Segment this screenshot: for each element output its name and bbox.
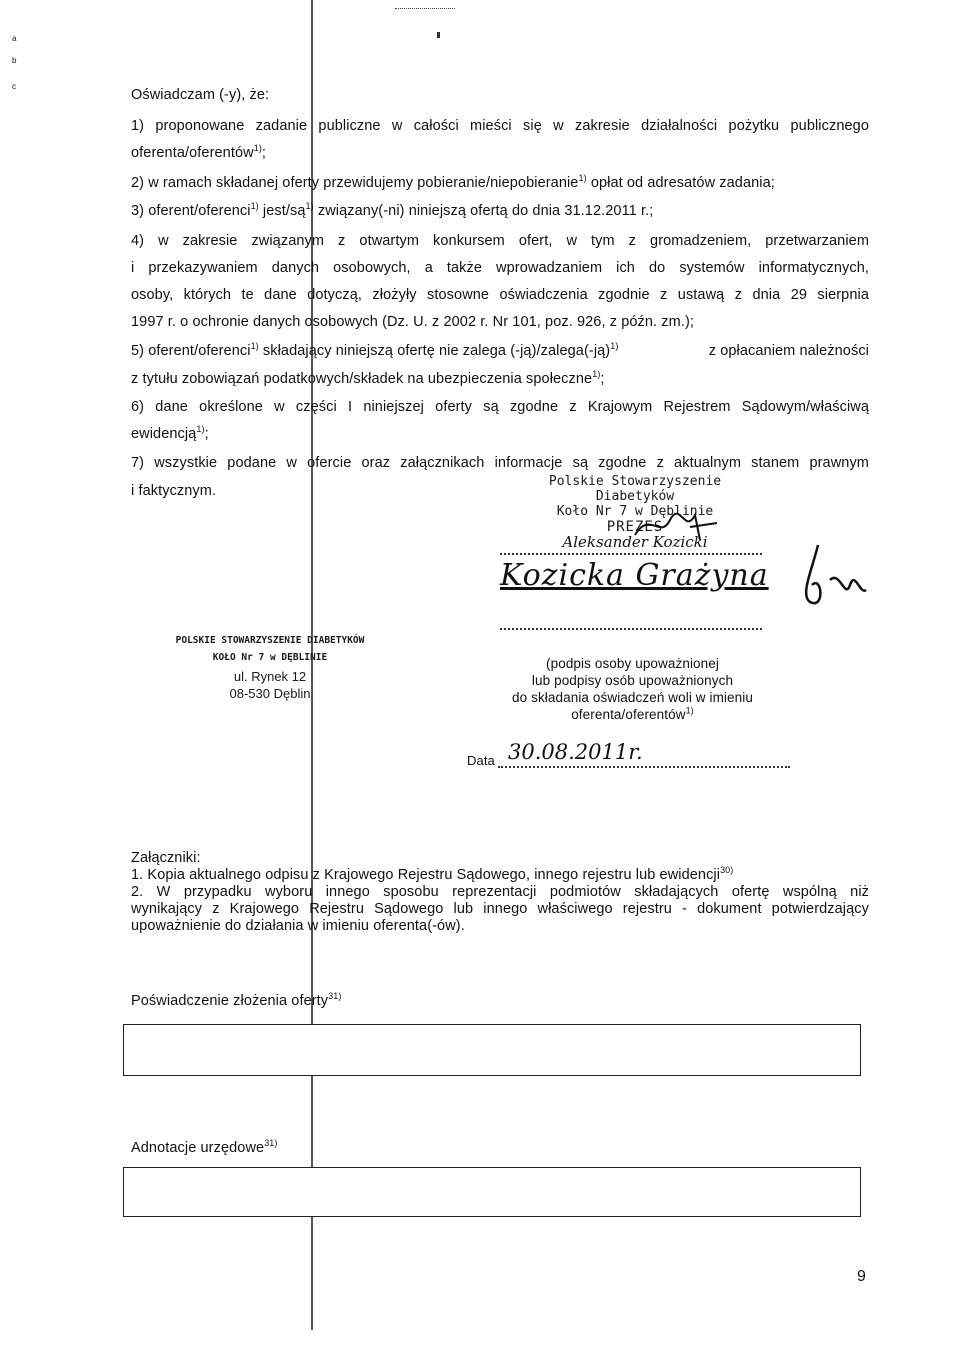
margin-mark: b bbox=[12, 56, 17, 65]
signature-caption bbox=[480, 655, 785, 723]
item4-line3: osoby, których te dane dotyczą, złożyły stosowne oświadczenia zgodnie z ustawą z dnia 29 sierpnia bbox=[131, 287, 869, 303]
item3: 3) oferent/oferenci$^{1)}$ jest/$są^{1)}$ związany(-ni) niniejszą ofertą do dnia 31.12.2011 r.; bbox=[131, 201, 654, 219]
caption-line: do składania oświadczeń woli w imieniu bbox=[512, 690, 753, 705]
dotted-line bbox=[500, 553, 762, 555]
item5-line1: 5) oferent/oferenci$^{1)}$ składający niniejszą ofertę nie zalega (-ją)/zalega(-ją)$^{1)}$ z opłacaniem należności bbox=[131, 341, 869, 359]
item5-line2: z tytułu zobowiązań podatkowych/składek na ubezpieczenia społeczne$^{1)}$; bbox=[131, 369, 605, 387]
item1-line1: 1) proponowane zadanie publiczne w całości mieści się w zakresie działalności pożytku publicznego bbox=[131, 118, 869, 134]
official-notes-label: Adnotacje urzędowe$^{31)}$ bbox=[131, 1138, 278, 1156]
stamp-title: PREZES bbox=[606, 519, 664, 535]
date-value: 30.08.2011r. bbox=[508, 740, 643, 764]
attachment-1: 1. Kopia aktualnego odpisu z Krajowego Rejestru Sądowego, innego rejestru lub ewidencji$^{30)}$ bbox=[131, 865, 734, 883]
receipt-box bbox=[123, 1024, 861, 1076]
stamp-president-name: Aleksander Kozicki bbox=[562, 533, 708, 551]
stamp-org-name: Polskie Stowarzyszenie Diabetyków bbox=[548, 474, 722, 504]
caption-line: lub podpisy osób upoważnionych bbox=[531, 673, 734, 688]
dotted-line bbox=[500, 628, 762, 630]
receipt-label: Poświadczenie złożenia oferty$^{31)}$ bbox=[131, 991, 342, 1009]
page-number: 9 bbox=[857, 1268, 866, 1285]
item4-line2: i przekazywaniem danych osobowych, a także wprowadzaniem ich do systemów informatycznych, bbox=[131, 260, 869, 276]
item6-line1: 6) dane określone w części I niniejszej oferty są zgodne z Krajowym Rejestrem Sądowym/właściwą bbox=[131, 399, 869, 415]
stamp-org-unit: Koło Nr 7 w Dęblinie bbox=[556, 504, 714, 519]
margin-mark: a bbox=[12, 34, 17, 43]
caption-line: (podpis osoby upoważnionej bbox=[546, 656, 719, 671]
scan-artifact bbox=[395, 8, 455, 17]
declaration-intro: Oświadczam (-y), że: bbox=[131, 87, 270, 103]
scan-artifact bbox=[437, 32, 440, 38]
attachment-2-line1: 2. W przypadku wyboru innego sposobu reprezentacji podmiotów składających ofertę wspólną niż bbox=[131, 884, 869, 900]
attachments-heading: Załączniki: bbox=[131, 850, 201, 866]
handwritten-signature: Kozicka Grażyna bbox=[500, 558, 769, 593]
stamp-address-city: 08-530 Dęblin bbox=[229, 686, 311, 701]
item4-line4: 1997 r. o ochronie danych osobowych (Dz. U. z 2002 r. Nr 101, poz. 926, z późn. zm.); bbox=[131, 314, 695, 330]
item7-line1: 7) wszystkie podane w ofercie oraz załącznikach informacje są zgodne z aktualnym stanem prawnym bbox=[131, 455, 869, 471]
caption-line: oferenta/oferentów$^{1)}$ bbox=[571, 705, 694, 722]
item7-line2: i faktycznym. bbox=[131, 483, 217, 499]
date-label: Data bbox=[467, 753, 495, 768]
margin-mark: c bbox=[12, 82, 16, 91]
attachment-2-line2: wynikający z Krajowego Rejestru Sądowego lub innego właściwego rejestru - dokument potwierdzający bbox=[131, 901, 869, 917]
item2: 2) w ramach składanej oferty przewidujemy pobieranie/niepobieranie$^{1)}$ opłat od adresatów zadania; bbox=[131, 173, 775, 191]
initials-signature bbox=[790, 540, 870, 620]
attachment-2-line3: upoważnienie do działania w imieniu oferenta(-ów). bbox=[131, 918, 465, 934]
item4-line1: 4) w zakresie związanym z otwartym konkursem ofert, w tym z gromadzeniem, przetwarzaniem bbox=[131, 233, 869, 249]
item6-line2: ewidencją$^{1)}$; bbox=[131, 424, 209, 442]
stamp-address-org: POLSKIE STOWARZYSZENIE DIABETYKÓW bbox=[175, 635, 365, 646]
stamp-address-street: ul. Rynek 12 bbox=[233, 669, 307, 684]
item1-line2: oferenta/oferentów$^{1)}$; bbox=[131, 143, 267, 161]
official-notes-box bbox=[123, 1167, 861, 1217]
stamp-address bbox=[155, 635, 385, 703]
dotted-line bbox=[498, 766, 790, 768]
stamp-address-unit: KOŁO Nr 7 w DĘBLINIE bbox=[212, 652, 328, 663]
